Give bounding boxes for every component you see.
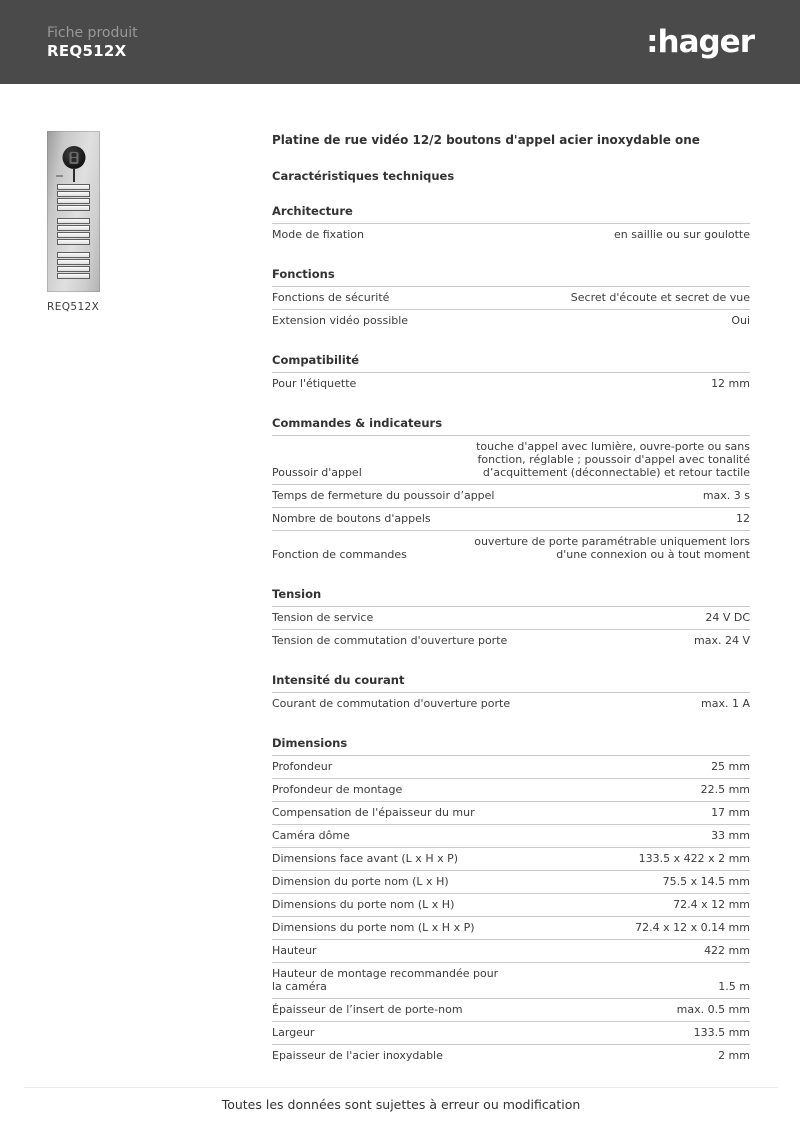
spec-label: Dimension du porte nom (L x H)	[272, 875, 449, 888]
spec-row	[272, 435, 750, 484]
spec-value: 12	[736, 512, 750, 525]
spec-value: 25 mm	[711, 760, 750, 773]
spec-label: Épaisseur de l’insert de porte-nom	[272, 1003, 463, 1016]
call-button-icon	[57, 198, 90, 204]
spec-row	[272, 1021, 750, 1044]
spec-label: Extension vidéo possible	[272, 314, 409, 327]
call-buttons-area	[47, 184, 100, 280]
spec-row	[272, 939, 750, 962]
spec-value: 422 mm	[704, 944, 750, 957]
spec-section	[272, 354, 750, 395]
spec-label: Tension de commutation d'ouverture porte	[272, 634, 508, 647]
spec-row	[272, 870, 750, 893]
section-title: Fonctions	[272, 267, 335, 281]
spec-value: 24 V DC	[705, 611, 750, 624]
call-button-icon	[57, 273, 90, 279]
spec-label: Temps de fermeture du poussoir d’appel	[272, 489, 495, 502]
page-header	[0, 0, 800, 84]
call-button-icon	[57, 184, 90, 190]
spec-row	[272, 916, 750, 939]
section-title: Architecture	[272, 204, 353, 218]
call-button-group	[47, 218, 100, 245]
spec-label: Dimensions du porte nom (L x H x P)	[272, 921, 475, 934]
header-titles	[47, 25, 138, 60]
spec-label: Hauteur de montage recommandée pour la caméra	[272, 967, 499, 993]
door-station-product-image	[47, 131, 100, 292]
spec-row	[272, 801, 750, 824]
spec-value: 22.5 mm	[700, 783, 750, 796]
spec-label: Caméra dôme	[272, 829, 350, 842]
spec-row	[272, 507, 750, 530]
section-title: Tension	[272, 587, 322, 601]
spec-value: 72.4 x 12 mm	[673, 898, 750, 911]
call-button-icon	[57, 232, 90, 238]
camera-dome-icon	[62, 146, 85, 169]
spec-value: 2 mm	[718, 1049, 750, 1062]
spec-label: Epaisseur de l'acier inoxydable	[272, 1049, 443, 1062]
spec-label: Poussoir d'appel	[272, 466, 362, 479]
spec-value: ouverture de porte paramétrable uniquement lors d'une connexion ou à tout moment	[474, 535, 750, 561]
spec-content	[272, 84, 750, 1067]
spec-row	[272, 484, 750, 507]
call-button-icon	[57, 191, 90, 197]
spec-value: 133.5 mm	[693, 1026, 750, 1039]
spec-label: Pour l'étiquette	[272, 377, 357, 390]
page-footer	[24, 1087, 778, 1112]
spec-value: Oui	[731, 314, 750, 327]
camera-stem-line	[73, 168, 75, 182]
call-button-icon	[57, 225, 90, 231]
panel-brand-mark	[56, 175, 63, 177]
spec-row	[272, 824, 750, 847]
spec-value: en saillie ou sur goulotte	[614, 228, 750, 241]
spec-value: Secret d'écoute et secret de vue	[570, 291, 750, 304]
spec-row	[272, 286, 750, 309]
call-button-icon	[57, 259, 90, 265]
spec-row	[272, 692, 750, 715]
section-rows	[272, 692, 750, 715]
spec-row	[272, 530, 750, 566]
call-button-icon	[57, 205, 90, 211]
spec-value: max. 24 V	[694, 634, 750, 647]
section-rows	[272, 286, 750, 332]
product-title: Platine de rue vidéo 12/2 boutons d'appel acier inoxydable one	[272, 133, 700, 147]
footer-disclaimer: Toutes les données sont sujettes à erreur ou modification	[221, 1097, 581, 1112]
spec-value: 72.4 x 12 x 0.14 mm	[635, 921, 750, 934]
spec-value: max. 3 s	[702, 489, 750, 502]
section-title: Commandes & indicateurs	[272, 416, 443, 430]
spec-label: Compensation de l'épaisseur du mur	[272, 806, 475, 819]
spec-value: 33 mm	[711, 829, 750, 842]
section-rows	[272, 372, 750, 395]
specs-subtitle: Caractéristiques techniques	[272, 169, 455, 183]
call-button-icon	[57, 218, 90, 224]
header-product-code: REQ512X	[47, 41, 127, 60]
spec-label: Nombre de boutons d'appels	[272, 512, 431, 525]
spec-section	[272, 737, 750, 1067]
spec-label: Profondeur	[272, 760, 333, 773]
spec-value: 17 mm	[711, 806, 750, 819]
section-rows	[272, 435, 750, 566]
spec-sections	[272, 205, 750, 1067]
section-title: Dimensions	[272, 736, 348, 750]
spec-row	[272, 1044, 750, 1067]
spec-row	[272, 309, 750, 332]
spec-row	[272, 962, 750, 998]
spec-section	[272, 417, 750, 566]
document-type-label: Fiche produit	[47, 24, 138, 41]
section-rows	[272, 606, 750, 652]
section-title: Compatibilité	[272, 353, 360, 367]
spec-label: Largeur	[272, 1026, 315, 1039]
spec-value: max. 0.5 mm	[676, 1003, 750, 1016]
spec-row	[272, 372, 750, 395]
section-rows	[272, 755, 750, 1067]
spec-label: Hauteur	[272, 944, 317, 957]
spec-value: 75.5 x 14.5 mm	[662, 875, 750, 888]
hager-logo: :hager	[646, 23, 754, 60]
spec-label: Dimensions face avant (L x H x P)	[272, 852, 459, 865]
section-title: Intensité du courant	[272, 673, 405, 687]
spec-section	[272, 588, 750, 652]
spec-section	[272, 674, 750, 715]
spec-label: Dimensions du porte nom (L x H)	[272, 898, 455, 911]
call-button-icon	[57, 252, 90, 258]
spec-row	[272, 998, 750, 1021]
spec-value: 12 mm	[711, 377, 750, 390]
spec-row	[272, 778, 750, 801]
spec-row	[272, 847, 750, 870]
spec-label: Profondeur de montage	[272, 783, 403, 796]
spec-row	[272, 223, 750, 246]
call-button-icon	[57, 239, 90, 245]
spec-row	[272, 606, 750, 629]
product-image-caption: REQ512X	[47, 301, 100, 313]
spec-label: Tension de service	[272, 611, 374, 624]
spec-row	[272, 629, 750, 652]
spec-value: 1.5 m	[718, 980, 750, 993]
spec-label: Mode de fixation	[272, 228, 364, 241]
spec-section	[272, 205, 750, 246]
spec-label: Courant de commutation d'ouverture porte	[272, 697, 511, 710]
call-button-icon	[57, 266, 90, 272]
product-image-block	[47, 131, 100, 313]
call-button-group	[47, 252, 100, 279]
spec-row	[272, 755, 750, 778]
section-rows	[272, 223, 750, 246]
spec-section	[272, 268, 750, 332]
spec-row	[272, 893, 750, 916]
spec-value: max. 1 A	[701, 697, 750, 710]
spec-label: Fonctions de sécurité	[272, 291, 390, 304]
camera-lens-icon	[69, 152, 78, 164]
spec-value: touche d'appel avec lumière, ouvre-porte ou sans fonction, réglable ; poussoir d'appel avec tonalité d’acquittement (déconnectable) et retour tactile	[476, 440, 750, 479]
spec-label: Fonction de commandes	[272, 548, 407, 561]
spec-value: 133.5 x 422 x 2 mm	[638, 852, 750, 865]
call-button-group	[47, 184, 100, 211]
